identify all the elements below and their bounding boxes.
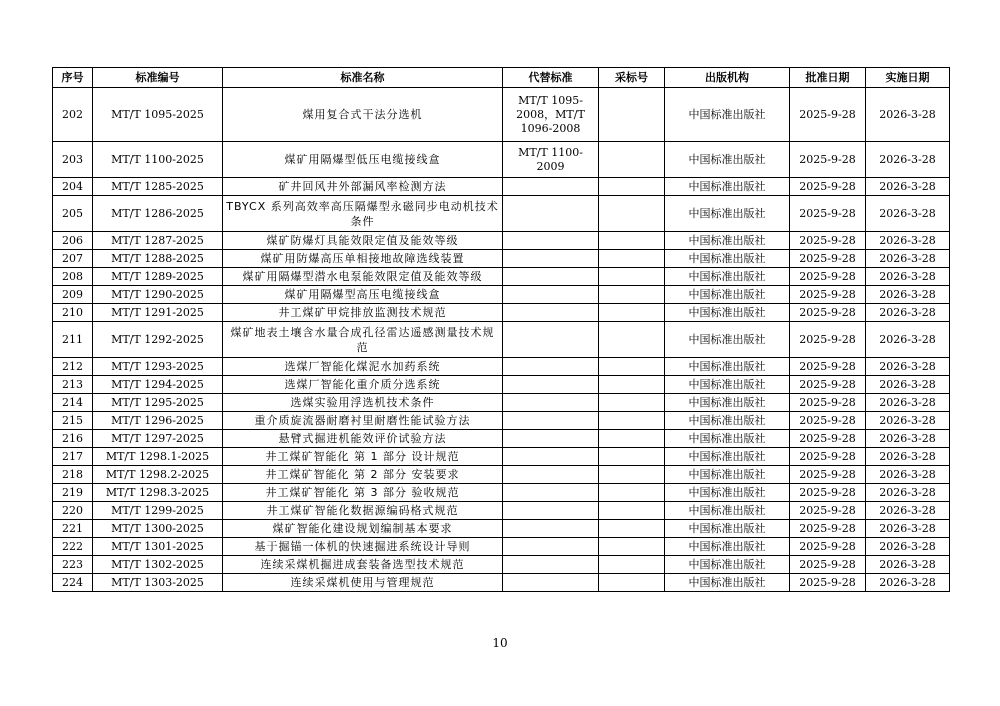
cell-replaced [503, 412, 599, 430]
cell-seq: 219 [53, 484, 93, 502]
cell-effective-date: 2026-3-28 [866, 412, 950, 430]
cell-approval-date: 2025-9-28 [790, 322, 866, 358]
cell-replaced [503, 574, 599, 592]
cell-replaced: MT/T 1095-2008，MT/T 1096-2008 [503, 88, 599, 142]
cell-seq: 222 [53, 538, 93, 556]
cell-approval-date: 2025-9-28 [790, 448, 866, 466]
cell-effective-date: 2026-3-28 [866, 502, 950, 520]
cell-adopted-no [599, 556, 665, 574]
cell-seq: 220 [53, 502, 93, 520]
cell-std-number: MT/T 1301-2025 [93, 538, 223, 556]
table-row [53, 466, 950, 484]
cell-adopted-no [599, 430, 665, 448]
cell-std-name: 井工煤矿智能化 第 1 部分 设计规范 [223, 448, 503, 466]
cell-seq: 208 [53, 268, 93, 286]
table-row [53, 556, 950, 574]
cell-effective-date: 2026-3-28 [866, 196, 950, 232]
cell-effective-date: 2026-3-28 [866, 448, 950, 466]
cell-effective-date: 2026-3-28 [866, 322, 950, 358]
cell-publisher: 中国标准出版社 [665, 556, 790, 574]
cell-std-name: 井工煤矿智能化 第 2 部分 安装要求 [223, 466, 503, 484]
table-row [53, 304, 950, 322]
cell-replaced [503, 322, 599, 358]
cell-std-number: MT/T 1291-2025 [93, 304, 223, 322]
cell-publisher: 中国标准出版社 [665, 358, 790, 376]
table-row [53, 430, 950, 448]
cell-seq: 213 [53, 376, 93, 394]
cell-publisher: 中国标准出版社 [665, 484, 790, 502]
cell-approval-date: 2025-9-28 [790, 394, 866, 412]
table-row [53, 538, 950, 556]
cell-replaced [503, 466, 599, 484]
cell-seq: 209 [53, 286, 93, 304]
cell-approval-date: 2025-9-28 [790, 556, 866, 574]
cell-effective-date: 2026-3-28 [866, 88, 950, 142]
cell-adopted-no [599, 502, 665, 520]
cell-replaced [503, 178, 599, 196]
cell-std-number: MT/T 1298.2-2025 [93, 466, 223, 484]
cell-effective-date: 2026-3-28 [866, 286, 950, 304]
page-number: 10 [492, 636, 508, 650]
cell-seq: 205 [53, 196, 93, 232]
cell-publisher: 中国标准出版社 [665, 574, 790, 592]
cell-effective-date: 2026-3-28 [866, 466, 950, 484]
cell-seq: 218 [53, 466, 93, 484]
table-row [53, 484, 950, 502]
cell-adopted-no [599, 196, 665, 232]
table-row [53, 268, 950, 286]
cell-adopted-no [599, 142, 665, 178]
cell-approval-date: 2025-9-28 [790, 466, 866, 484]
cell-publisher: 中国标准出版社 [665, 448, 790, 466]
cell-publisher: 中国标准出版社 [665, 88, 790, 142]
cell-effective-date: 2026-3-28 [866, 178, 950, 196]
cell-adopted-no [599, 250, 665, 268]
cell-approval-date: 2025-9-28 [790, 484, 866, 502]
cell-effective-date: 2026-3-28 [866, 268, 950, 286]
table-row [53, 502, 950, 520]
col-header-adopted-no: 采标号 [599, 68, 665, 88]
cell-publisher: 中国标准出版社 [665, 430, 790, 448]
cell-adopted-no [599, 88, 665, 142]
cell-effective-date: 2026-3-28 [866, 556, 950, 574]
cell-std-number: MT/T 1289-2025 [93, 268, 223, 286]
cell-publisher: 中国标准出版社 [665, 394, 790, 412]
cell-seq: 215 [53, 412, 93, 430]
cell-std-name: 煤矿地表土壤含水量合成孔径雷达遥感测量技术规范 [223, 322, 503, 358]
table-row [53, 394, 950, 412]
cell-std-name: 煤矿用隔爆型高压电缆接线盒 [223, 286, 503, 304]
cell-std-name: 井工煤矿智能化 第 3 部分 验收规范 [223, 484, 503, 502]
cell-approval-date: 2025-9-28 [790, 178, 866, 196]
cell-replaced [503, 358, 599, 376]
cell-replaced [503, 196, 599, 232]
cell-effective-date: 2026-3-28 [866, 250, 950, 268]
cell-publisher: 中国标准出版社 [665, 304, 790, 322]
cell-std-name: 煤矿用隔爆型潜水电泵能效限定值及能效等级 [223, 268, 503, 286]
cell-effective-date: 2026-3-28 [866, 520, 950, 538]
cell-publisher: 中国标准出版社 [665, 376, 790, 394]
cell-adopted-no [599, 574, 665, 592]
cell-std-number: MT/T 1293-2025 [93, 358, 223, 376]
table-row [53, 196, 950, 232]
cell-approval-date: 2025-9-28 [790, 232, 866, 250]
col-header-replaced: 代替标准 [503, 68, 599, 88]
cell-replaced [503, 484, 599, 502]
cell-std-number: MT/T 1100-2025 [93, 142, 223, 178]
table-row [53, 520, 950, 538]
cell-std-name: 连续采煤机使用与管理规范 [223, 574, 503, 592]
cell-std-number: MT/T 1298.1-2025 [93, 448, 223, 466]
table-row [53, 376, 950, 394]
cell-effective-date: 2026-3-28 [866, 358, 950, 376]
cell-effective-date: 2026-3-28 [866, 394, 950, 412]
cell-adopted-no [599, 484, 665, 502]
cell-std-name: 选煤厂智能化重介质分选系统 [223, 376, 503, 394]
cell-replaced [503, 376, 599, 394]
cell-publisher: 中国标准出版社 [665, 268, 790, 286]
cell-std-number: MT/T 1302-2025 [93, 556, 223, 574]
cell-replaced [503, 394, 599, 412]
cell-std-name: 矿井回风井外部漏风率检测方法 [223, 178, 503, 196]
cell-std-number: MT/T 1303-2025 [93, 574, 223, 592]
cell-approval-date: 2025-9-28 [790, 142, 866, 178]
cell-adopted-no [599, 520, 665, 538]
cell-std-name: 基于掘锚一体机的快速掘进系统设计导则 [223, 538, 503, 556]
cell-adopted-no [599, 466, 665, 484]
table-body [53, 88, 950, 592]
cell-std-number: MT/T 1297-2025 [93, 430, 223, 448]
cell-std-number: MT/T 1287-2025 [93, 232, 223, 250]
table-row [53, 286, 950, 304]
cell-replaced [503, 502, 599, 520]
cell-publisher: 中国标准出版社 [665, 322, 790, 358]
cell-replaced [503, 538, 599, 556]
table-row [53, 358, 950, 376]
cell-effective-date: 2026-3-28 [866, 232, 950, 250]
cell-adopted-no [599, 412, 665, 430]
cell-seq: 221 [53, 520, 93, 538]
table-row [53, 412, 950, 430]
cell-approval-date: 2025-9-28 [790, 502, 866, 520]
col-header-std-number: 标准编号 [93, 68, 223, 88]
cell-seq: 204 [53, 178, 93, 196]
table-row [53, 448, 950, 466]
col-header-approval-date: 批准日期 [790, 68, 866, 88]
cell-seq: 206 [53, 232, 93, 250]
cell-effective-date: 2026-3-28 [866, 574, 950, 592]
cell-std-number: MT/T 1288-2025 [93, 250, 223, 268]
cell-adopted-no [599, 448, 665, 466]
cell-approval-date: 2025-9-28 [790, 358, 866, 376]
cell-seq: 217 [53, 448, 93, 466]
cell-std-number: MT/T 1298.3-2025 [93, 484, 223, 502]
cell-replaced [503, 232, 599, 250]
cell-publisher: 中国标准出版社 [665, 538, 790, 556]
cell-publisher: 中国标准出版社 [665, 466, 790, 484]
cell-std-number: MT/T 1299-2025 [93, 502, 223, 520]
cell-std-name: 选煤厂智能化煤泥水加药系统 [223, 358, 503, 376]
cell-std-name: 悬臂式掘进机能效评价试验方法 [223, 430, 503, 448]
cell-replaced [503, 304, 599, 322]
cell-std-number: MT/T 1295-2025 [93, 394, 223, 412]
table-row [53, 322, 950, 358]
cell-replaced [503, 286, 599, 304]
cell-replaced [503, 448, 599, 466]
cell-publisher: 中国标准出版社 [665, 520, 790, 538]
cell-replaced: MT/T 1100-2009 [503, 142, 599, 178]
table-header-row [53, 68, 950, 88]
cell-effective-date: 2026-3-28 [866, 430, 950, 448]
cell-publisher: 中国标准出版社 [665, 196, 790, 232]
cell-std-name: 重介质旋流器耐磨衬里耐磨性能试验方法 [223, 412, 503, 430]
cell-adopted-no [599, 394, 665, 412]
table-row [53, 178, 950, 196]
col-header-seq: 序号 [53, 68, 93, 88]
cell-approval-date: 2025-9-28 [790, 268, 866, 286]
cell-std-name: 选煤实验用浮选机技术条件 [223, 394, 503, 412]
cell-effective-date: 2026-3-28 [866, 538, 950, 556]
cell-approval-date: 2025-9-28 [790, 538, 866, 556]
cell-std-name: 煤矿用隔爆型低压电缆接线盒 [223, 142, 503, 178]
cell-adopted-no [599, 322, 665, 358]
cell-approval-date: 2025-9-28 [790, 376, 866, 394]
cell-std-name: 煤矿防爆灯具能效限定值及能效等级 [223, 232, 503, 250]
cell-approval-date: 2025-9-28 [790, 196, 866, 232]
table-row [53, 574, 950, 592]
cell-replaced [503, 250, 599, 268]
cell-effective-date: 2026-3-28 [866, 484, 950, 502]
cell-adopted-no [599, 286, 665, 304]
cell-std-number: MT/T 1285-2025 [93, 178, 223, 196]
cell-std-number: MT/T 1286-2025 [93, 196, 223, 232]
cell-std-number: MT/T 1294-2025 [93, 376, 223, 394]
cell-approval-date: 2025-9-28 [790, 412, 866, 430]
cell-replaced [503, 556, 599, 574]
cell-replaced [503, 268, 599, 286]
cell-publisher: 中国标准出版社 [665, 412, 790, 430]
cell-std-name: 煤矿智能化建设规划编制基本要求 [223, 520, 503, 538]
standards-table [52, 67, 950, 592]
cell-std-number: MT/T 1290-2025 [93, 286, 223, 304]
cell-adopted-no [599, 232, 665, 250]
cell-std-number: MT/T 1292-2025 [93, 322, 223, 358]
col-header-publisher: 出版机构 [665, 68, 790, 88]
cell-publisher: 中国标准出版社 [665, 502, 790, 520]
cell-approval-date: 2025-9-28 [790, 430, 866, 448]
table-row [53, 142, 950, 178]
cell-std-name: 煤矿用防爆高压单相接地故障选线装置 [223, 250, 503, 268]
cell-effective-date: 2026-3-28 [866, 376, 950, 394]
table-row [53, 232, 950, 250]
cell-replaced [503, 430, 599, 448]
cell-seq: 224 [53, 574, 93, 592]
table-row [53, 88, 950, 142]
cell-std-name: 连续采煤机掘进成套装备选型技术规范 [223, 556, 503, 574]
col-header-std-name: 标准名称 [223, 68, 503, 88]
cell-approval-date: 2025-9-28 [790, 304, 866, 322]
cell-seq: 202 [53, 88, 93, 142]
cell-approval-date: 2025-9-28 [790, 250, 866, 268]
cell-std-number: MT/T 1095-2025 [93, 88, 223, 142]
col-header-effective-date: 实施日期 [866, 68, 950, 88]
cell-publisher: 中国标准出版社 [665, 286, 790, 304]
cell-std-name: TBYCX 系列高效率高压隔爆型永磁同步电动机技术条件 [223, 196, 503, 232]
cell-std-number: MT/T 1296-2025 [93, 412, 223, 430]
cell-std-name: 井工煤矿甲烷排放监测技术规范 [223, 304, 503, 322]
table-row [53, 250, 950, 268]
cell-publisher: 中国标准出版社 [665, 142, 790, 178]
cell-std-name: 井工煤矿智能化数据源编码格式规范 [223, 502, 503, 520]
cell-seq: 216 [53, 430, 93, 448]
cell-adopted-no [599, 358, 665, 376]
cell-publisher: 中国标准出版社 [665, 250, 790, 268]
cell-seq: 223 [53, 556, 93, 574]
cell-seq: 210 [53, 304, 93, 322]
cell-approval-date: 2025-9-28 [790, 520, 866, 538]
cell-seq: 212 [53, 358, 93, 376]
cell-approval-date: 2025-9-28 [790, 286, 866, 304]
cell-publisher: 中国标准出版社 [665, 178, 790, 196]
cell-adopted-no [599, 376, 665, 394]
cell-adopted-no [599, 178, 665, 196]
cell-adopted-no [599, 304, 665, 322]
cell-effective-date: 2026-3-28 [866, 142, 950, 178]
cell-seq: 211 [53, 322, 93, 358]
cell-approval-date: 2025-9-28 [790, 574, 866, 592]
cell-approval-date: 2025-9-28 [790, 88, 866, 142]
cell-seq: 207 [53, 250, 93, 268]
cell-std-name: 煤用复合式干法分选机 [223, 88, 503, 142]
cell-std-number: MT/T 1300-2025 [93, 520, 223, 538]
cell-replaced [503, 520, 599, 538]
cell-adopted-no [599, 268, 665, 286]
cell-seq: 214 [53, 394, 93, 412]
cell-publisher: 中国标准出版社 [665, 232, 790, 250]
cell-effective-date: 2026-3-28 [866, 304, 950, 322]
cell-seq: 203 [53, 142, 93, 178]
cell-adopted-no [599, 538, 665, 556]
